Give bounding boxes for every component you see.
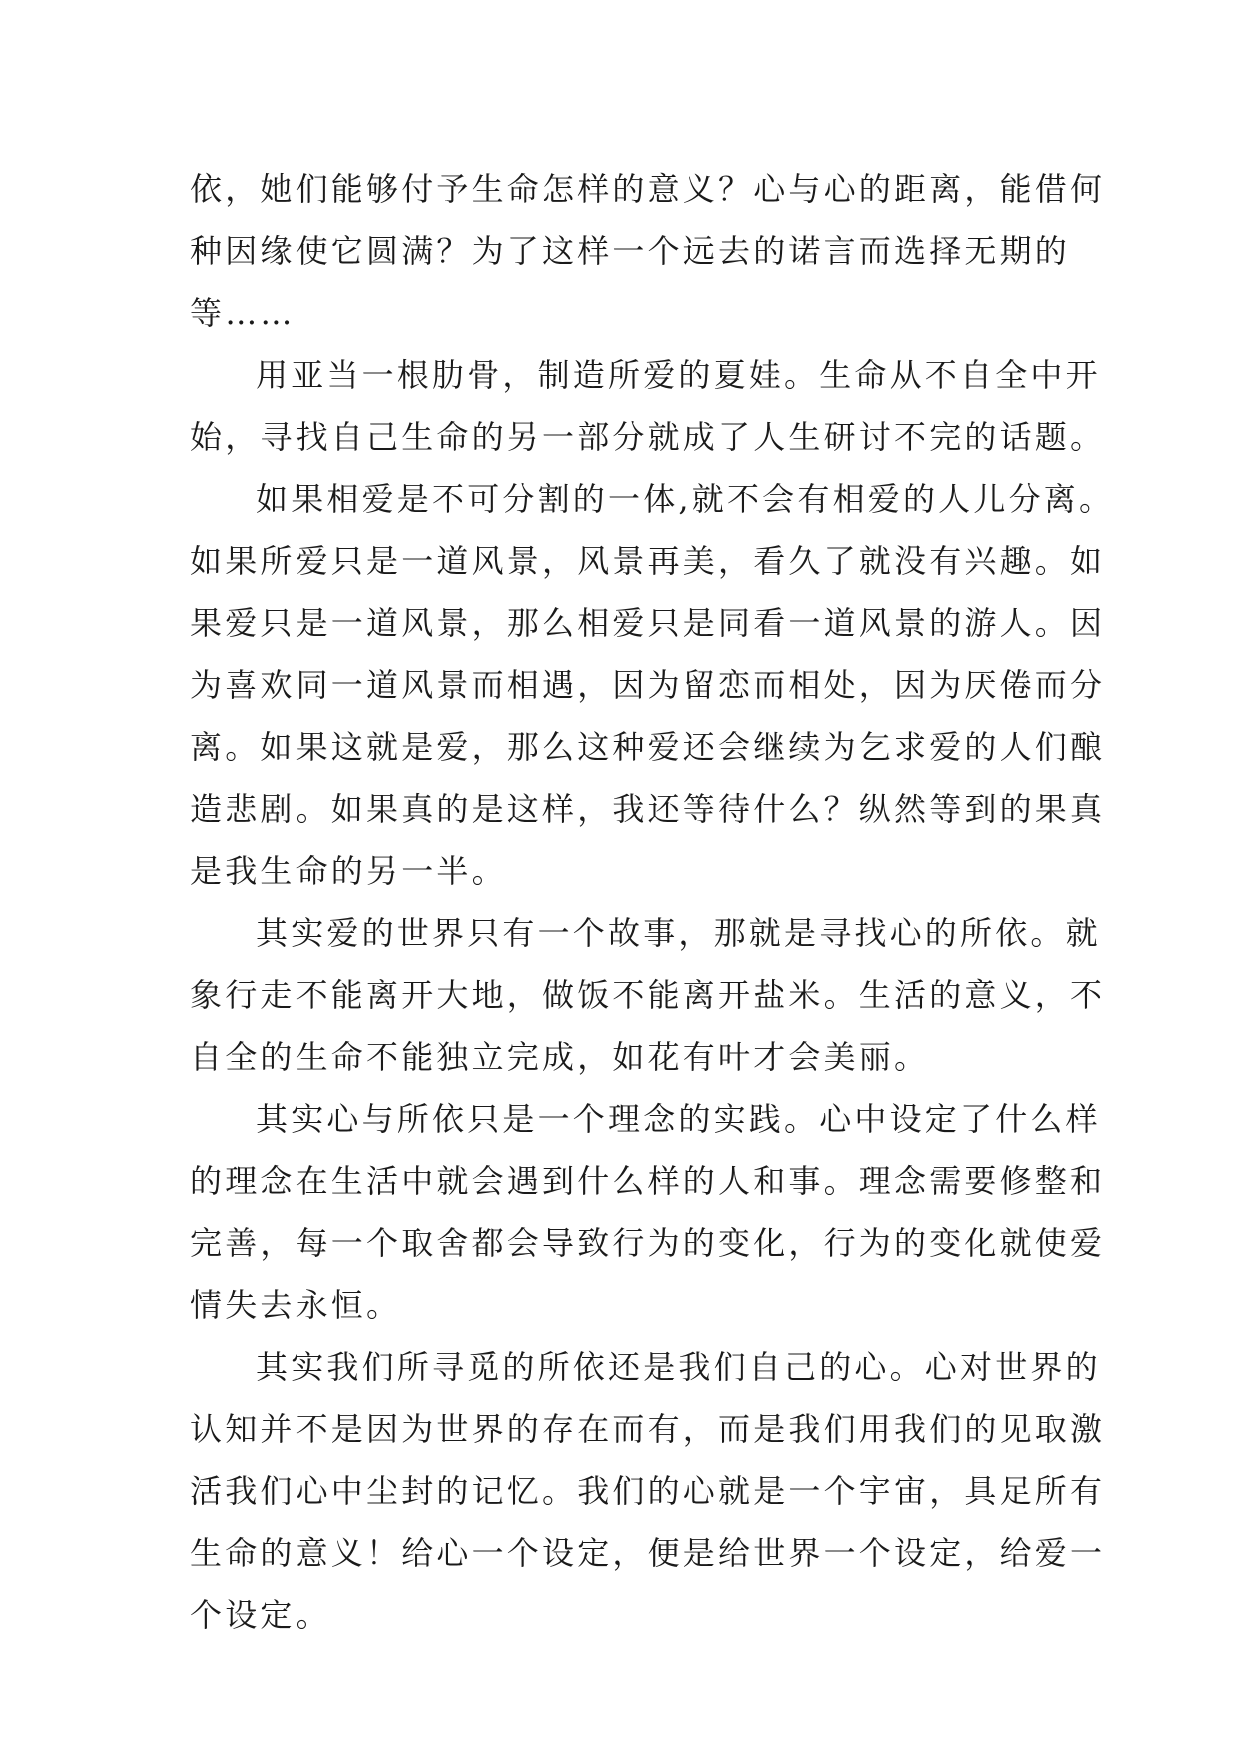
text-line: 是我生命的另一半。: [190, 852, 507, 890]
paragraph-5: [190, 1088, 1106, 1336]
paragraph-1: [190, 158, 1106, 344]
text-line: 种因缘使它圆满？为了这样一个远去的诺言而选择无期的: [190, 232, 1071, 270]
text-line: 果爱只是一道风景，那么相爱只是同看一道风景的游人。因: [190, 604, 1106, 642]
text-line: 如果相爱是不可分割的一体,就不会有相爱的人儿分离。: [256, 480, 1115, 518]
text-line: 等……: [190, 294, 296, 332]
text-line: 如果所爱只是一道风景，风景再美，看久了就没有兴趣。如: [190, 542, 1106, 580]
text-line: 活我们心中尘封的记忆。我们的心就是一个宇宙，具足所有: [190, 1472, 1106, 1510]
text-line: 个设定。: [190, 1596, 331, 1634]
paragraph-4: [190, 902, 1106, 1088]
text-line: 完善，每一个取舍都会导致行为的变化，行为的变化就使爱: [190, 1224, 1106, 1262]
text-line: 自全的生命不能独立完成，如花有叶才会美丽。: [190, 1038, 930, 1076]
text-line: 其实爱的世界只有一个故事，那就是寻找心的所依。就: [256, 914, 1101, 952]
text-line: 象行走不能离开大地，做饭不能离开盐米。生活的意义，不: [190, 976, 1106, 1014]
body-text: [190, 158, 1115, 1646]
text-line: 为喜欢同一道风景而相遇，因为留恋而相处，因为厌倦而分: [190, 666, 1106, 704]
text-line: 造悲剧。如果真的是这样，我还等待什么？纵然等到的果真: [190, 790, 1106, 828]
text-line: 情失去永恒。: [190, 1286, 402, 1324]
paragraph-6: [190, 1336, 1106, 1646]
paragraph-2: [190, 344, 1106, 468]
text-line: 离。如果这就是爱，那么这种爱还会继续为乞求爱的人们酿: [190, 728, 1106, 766]
text-line: 依，她们能够付予生命怎样的意义？心与心的距离，能借何: [190, 170, 1106, 208]
text-line: 其实我们所寻觅的所依还是我们自己的心。心对世界的: [256, 1348, 1101, 1386]
text-line: 认知并不是因为世界的存在而有，而是我们用我们的见取激: [190, 1410, 1106, 1448]
paragraph-3: [190, 468, 1115, 902]
text-line: 始，寻找自己生命的另一部分就成了人生研讨不完的话题。: [190, 418, 1106, 456]
text-line: 其实心与所依只是一个理念的实践。心中设定了什么样: [256, 1100, 1101, 1138]
text-line: 用亚当一根肋骨，制造所爱的夏娃。生命从不自全中开: [256, 356, 1101, 394]
text-line: 生命的意义！给心一个设定，便是给世界一个设定，给爱一: [190, 1534, 1106, 1572]
text-line: 的理念在生活中就会遇到什么样的人和事。理念需要修整和: [190, 1162, 1106, 1200]
